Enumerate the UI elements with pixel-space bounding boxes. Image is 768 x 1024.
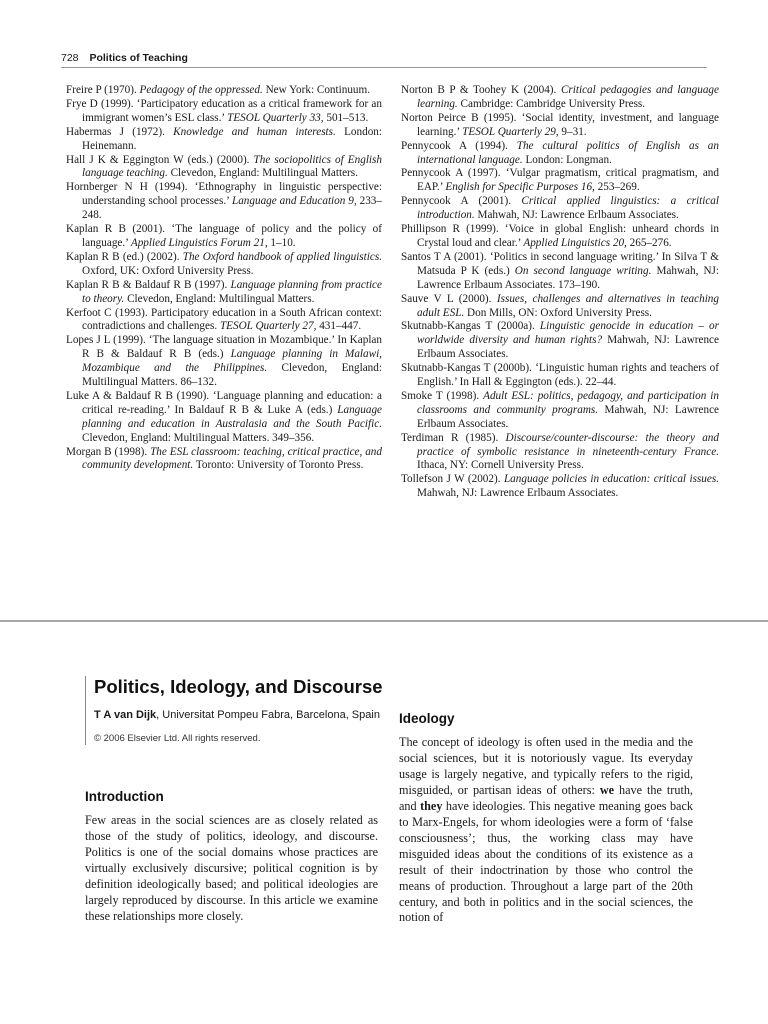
author-affiliation: , Universitat Pompeu Fabra, Barcelona, Spain bbox=[156, 709, 380, 721]
reference-entry: Luke A & Baldauf R B (1990). ‘Language planning and education: a critical re-reading.’ In Baldauf R B & Luke A (eds.) Language planning and education in Australasia and the South Pacific. Clevedon, England: Multilingual Matters. 349–356. bbox=[66, 389, 382, 444]
ideology-heading: Ideology bbox=[399, 711, 455, 726]
running-title: Politics of Teaching bbox=[89, 52, 188, 64]
reference-entry: Phillipson R (1999). ‘Voice in global English: unheard chords in Crystal loud and clear.’ Applied Linguistics 20, 265–276. bbox=[401, 223, 719, 249]
author-name: T A van Dijk bbox=[94, 709, 157, 721]
reference-entry: Lopes J L (1999). ‘The language situation in Mozambique.’ In Kaplan R B & Baldauf R B (eds.) Language planning in Malawi, Mozambique and the Philippines. Clevedon, England: Multilingual Matters. 86–132. bbox=[66, 334, 382, 389]
reference-entry: Kerfoot C (1993). Participatory education in a South African context: contradictions and challenges. TESOL Quarterly 27, 431–447. bbox=[66, 306, 382, 333]
reference-entry: Kaplan R B (2001). ‘The language of policy and the policy of language.’ Applied Linguistics Forum 21, 1–10. bbox=[66, 223, 382, 249]
reference-entry: Pennycook A (1997). ‘Vulgar pragmatism, critical pragmatism, and EAP.’ English for Specific Purposes 16, 253–269. bbox=[401, 167, 719, 194]
reference-entry: Santos T A (2001). ‘Politics in second language writing.’ In Silva T & Matsuda P K (eds.) On second language writing. Mahwah, NJ: Lawrence Erlbaum Associates. 173–190. bbox=[401, 250, 719, 291]
reference-entry: Skutnabb-Kangas T (2000a). Linguistic genocide in education – or worldwide diversity and human rights? Mahwah, NJ: Lawrence Erlbaum Associates. bbox=[401, 320, 720, 361]
header-rule bbox=[61, 67, 707, 68]
reference-entry: Smoke T (1998). Adult ESL: politics, pedagogy, and participation in classrooms and community programs. Mahwah, NJ: Lawrence Erlbaum Associates. bbox=[401, 389, 719, 430]
copyright-notice: © 2006 Elsevier Ltd. All rights reserved. bbox=[94, 733, 261, 744]
reference-entry: Pennycook A (1994). The cultural politics of English as an international language. London: Longman. bbox=[401, 139, 719, 166]
section-divider bbox=[0, 620, 768, 622]
article-header bbox=[85, 676, 394, 745]
introduction-heading: Introduction bbox=[85, 789, 164, 804]
references-left-column bbox=[66, 84, 382, 473]
reference-entry: Tollefson J W (2002). Language policies in education: critical issues. Mahwah, NJ: Lawrence Erlbaum Associates. bbox=[401, 473, 719, 500]
reference-entry: Morgan B (1998). The ESL classroom: teaching, critical practice, and community development. Toronto: University of Toronto Press. bbox=[66, 445, 382, 472]
page-number: 728 bbox=[61, 52, 79, 64]
reference-entry: Sauve V L (2000). Issues, challenges and alternatives in teaching adult ESL. Don Mills, ON: Oxford University Press. bbox=[401, 292, 719, 319]
reference-entry: Terdiman R (1985). Discourse/counter-discourse: the theory and practice of symbolic resistance in nineteenth-century France. Ithaca, NY: Cornell University Press. bbox=[401, 431, 719, 472]
reference-entry: Skutnabb-Kangas T (2000b). ‘Linguistic human rights and teachers of English.’ In Hall & Eggington (eds.). 22–44. bbox=[401, 362, 719, 389]
reference-entry: Norton B P & Toohey K (2004). Critical pedagogies and language learning. Cambridge: Cambridge University Press. bbox=[401, 84, 719, 110]
ideology-paragraph: The concept of ideology is often used in the media and the social sciences, but it is notoriously vague. Its everyday usage is largely negative, and typically refers to the rigid, misguided, or partisan ideas of others: we have the truth, and they have ideologies. This negative meaning goes back to Marx-Engels, for whom ideologies were a form of ‘false consciousness’; thus, the working class may have misguided ideas about the conditions of its existence as a result of their indoctrination by those who control the means of production. Throughout a large part of the 20th century, and both in politics and in the social sciences, the notion of bbox=[399, 735, 693, 925]
reference-entry: Kaplan R B (ed.) (2002). The Oxford handbook of applied linguistics. Oxford, UK: Oxford University Press. bbox=[66, 250, 382, 277]
reference-entry: Hornberger N H (1994). ‘Ethnography in linguistic perspective: understanding school processes.’ Language and Education 9, 233–248. bbox=[66, 181, 382, 222]
introduction-paragraph: Few areas in the social sciences are as closely related as those of the study of politics, ideology, and discourse. Politics is one of the social domains whose practices are virtually exclusively discursive; political cognition is by definition ideologically based; and political ideologies are largely reproduced by discourse. In this article we examine these relationships more closely. bbox=[85, 813, 378, 923]
reference-entry: Kaplan R B & Baldauf R B (1997). Language planning from practice to theory. Clevedon, England: Multilingual Matters. bbox=[66, 278, 382, 305]
reference-entry: Hall J K & Eggington W (eds.) (2000). The sociopolitics of English language teaching. Clevedon, England: Multilingual Matters. bbox=[66, 153, 382, 180]
references-right-column bbox=[401, 84, 719, 501]
reference-entry: Frye D (1999). ‘Participatory education as a critical framework for an immigrant women’s ESL class.’ TESOL Quarterly 33, 501–513. bbox=[66, 97, 382, 124]
reference-entry: Norton Peirce B (1995). ‘Social identity, investment, and language learning.’ TESOL Quarterly 29, 9–31. bbox=[401, 111, 719, 138]
author-line bbox=[94, 708, 394, 722]
reference-entry: Habermas J (1972). Knowledge and human interests. London: Heinemann. bbox=[66, 125, 382, 152]
reference-entry: Freire P (1970). Pedagogy of the oppressed. New York: Continuum. bbox=[66, 84, 371, 96]
page-header bbox=[61, 51, 707, 67]
reference-entry: Pennycook A (2001). Critical applied linguistics: a critical introduction. Mahwah, NJ: Lawrence Erlbaum Associates. bbox=[401, 195, 719, 222]
article-title: Politics, Ideology, and Discourse bbox=[94, 676, 383, 697]
